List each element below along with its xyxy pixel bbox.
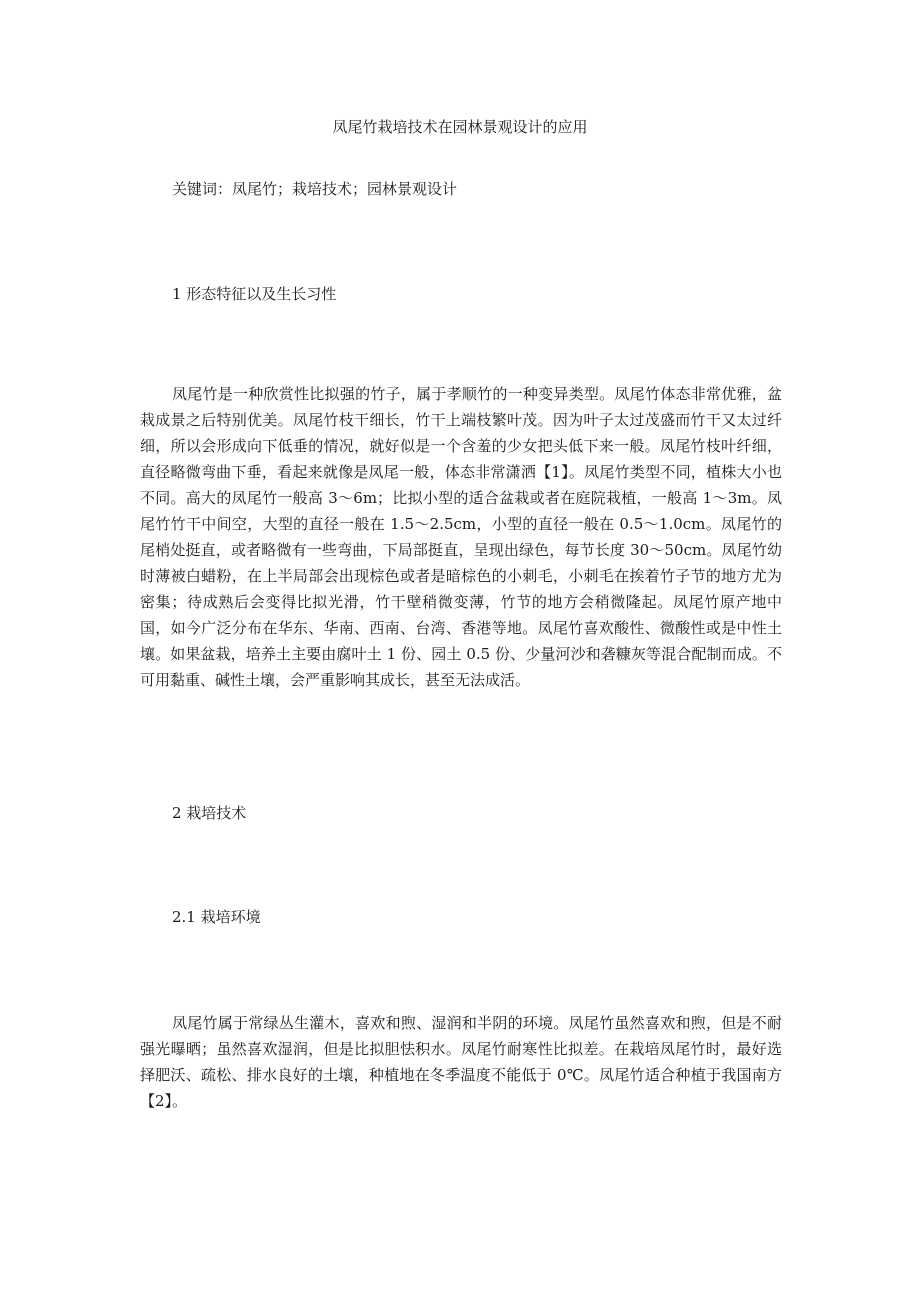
section-paragraph-2-1: 凤尾竹属于常绿丛生灌木，喜欢和煦、湿润和半阴的环境。凤尾竹虽然喜欢和煦，但是不耐强光曝晒；虽然喜欢湿润，但是比拟胆怯积水。凤尾竹耐寒性比拟差。在栽培凤尾竹时，最好选择肥沃、疏松、排水良好的土壤，种植地在冬季温度不能低于 0℃。凤尾竹适合种植于我国南方【2】。 [140,1014,782,1110]
keywords-line: 关键词：凤尾竹；栽培技术；园林景观设计 [172,180,458,198]
document-title: 凤尾竹栽培技术在园林景观设计的应用 [332,118,588,136]
section-heading-1: 1 形态特征以及生长习性 [172,285,337,303]
section-paragraph-1: 凤尾竹是一种欣赏性比拟强的竹子，属于孝顺竹的一种变异类型。凤尾竹体态非常优雅，盆栽成景之后特别优美。凤尾竹枝干细长，竹干上端枝繁叶茂。因为叶子太过茂盛而竹干又太过纤细，所以会形成向下低垂的情况，就好似是一个含羞的少女把头低下来一般。凤尾竹枝叶纤细，直径略微弯曲下垂，看起来就像是凤尾一般，体态非常潇洒【1】。凤尾竹类型不同，植株大小也不同。高大的凤尾竹一般高 3～6m；比拟小型的适合盆栽或者在庭院栽植，一般高 1～3m。凤尾竹竹干中间空，大型的直径一般在 1.5～2.5cm，小型的直径一般在 0.5～1.0cm。凤尾竹的尾梢处挺直，或者略微有一些弯曲，下局部挺直，呈现出绿色，每节长度 30～50cm。凤尾竹幼时薄被白蜡粉，在上半局部会出现棕色或者是暗棕色的小刺毛，小刺毛在挨着竹子节的地方尤为密集；待成熟后会变得比拟光滑，竹干壁稍微变薄，竹节的地方会稍微隆起。凤尾竹原产地中国，如今广泛分布在华东、华南、西南、台湾、香港等地。凤尾竹喜欢酸性、微酸性或是中性土壤。如果盆栽，培养土主要由腐叶土 1 份、园土 0.5 份、少量河沙和砻糠灰等混合配制而成。不可用黏重、碱性土壤，会严重影响其成长，甚至无法成活。 [140,385,782,689]
section-heading-2-1: 2.1 栽培环境 [172,908,261,926]
section-heading-2: 2 栽培技术 [172,804,247,822]
